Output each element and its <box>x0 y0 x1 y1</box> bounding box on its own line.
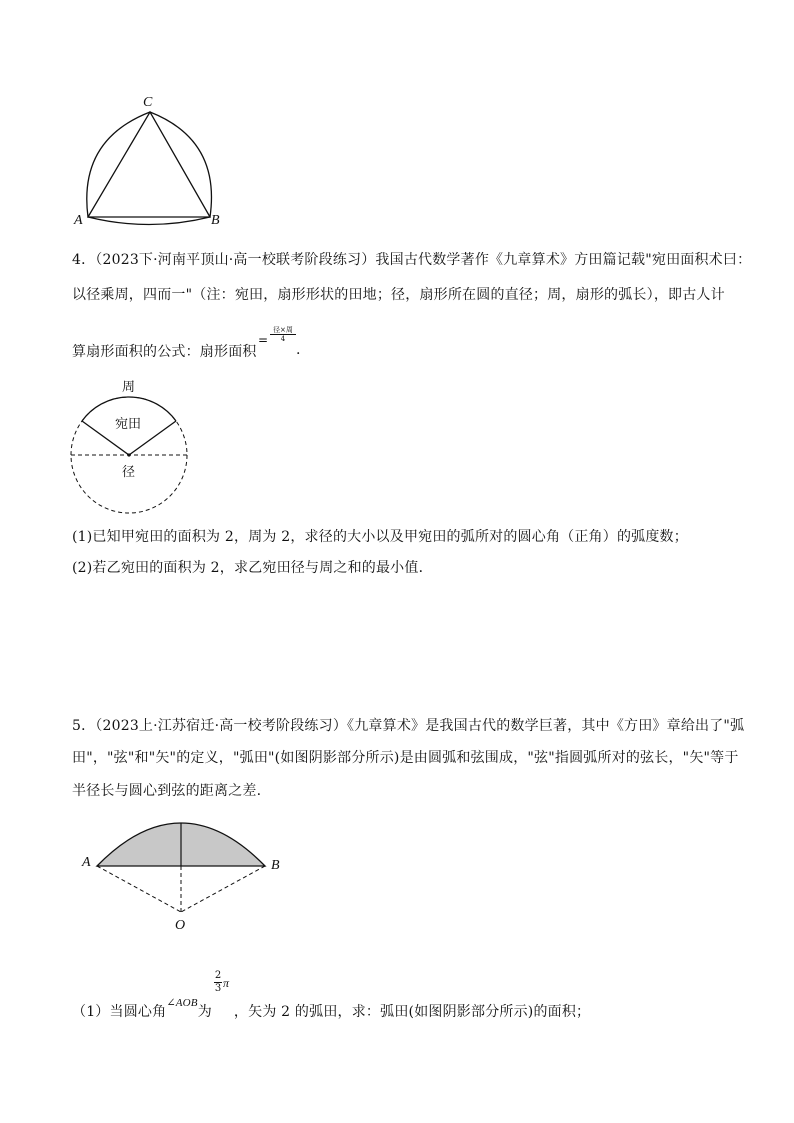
q4-sub-1: (1)已知甲宛田的面积为 2，周为 2，求径的大小以及甲宛田的弧所对的圆心角（正角）的弧度数； <box>72 529 688 545</box>
q5-sub-1-wei: 为 <box>197 1004 212 1020</box>
figure2-label-wantian: 宛田 <box>115 417 142 432</box>
figure3-label-b: B <box>271 858 280 873</box>
formula-numerator: 径×周 <box>270 326 296 335</box>
pi-symbol: π <box>223 976 230 990</box>
dashed-oa <box>97 866 181 912</box>
formula-denominator: 4 <box>280 335 286 343</box>
formula-period: . <box>296 342 301 358</box>
fraction-numerator: 2 <box>214 970 222 981</box>
angle-aob: ∠AOB <box>166 997 198 1009</box>
q4-sub-2: (2)若乙宛田的面积为 2，求乙宛田径与周之和的最小值． <box>72 560 433 576</box>
figure2-label-zhou: 周 <box>122 380 136 395</box>
figure1-label-b: B <box>211 213 220 228</box>
q5-sub-1-suffix: ，矢为 2 的弧田，求：弧田(如图阴影部分所示)的面积； <box>233 1004 591 1020</box>
formula-equals: = <box>258 333 269 347</box>
figure3-label-o: O <box>175 918 186 933</box>
dashed-ob <box>181 866 265 912</box>
q5-line-2: 田"，"弦"和"矢"的定义，"弧田"(如图阴影部分所示)是由圆弧和弦围成，"弦"指圆弧所对的弦长，"矢"等于 <box>72 750 739 766</box>
figure2-label-jing: 径 <box>122 465 136 480</box>
figure1-label-a: A <box>74 213 83 228</box>
q4-line-2: 以径乘周，四而一"（注：宛田，扇形形状的田地；径，扇形所在圆的直径；周，扇形的弧长），即古人计 <box>72 287 725 303</box>
fraction-denominator: 3 <box>214 983 222 994</box>
q5-line-1: 5．（2023上·江苏宿迁·高一校考阶段练习）《九章算术》是我国古代的数学巨著，其中《方田》章给出了"弧 <box>72 718 745 734</box>
q5-line-3: 半径长与圆心到弦的距离之差. <box>72 783 262 799</box>
q5-sub-1 <box>72 997 591 1023</box>
figure1-label-c: C <box>143 95 153 110</box>
q4-line-3-prefix: 算扇形面积的公式：扇形面积 <box>72 344 257 360</box>
figure3-label-a: A <box>82 855 91 870</box>
two-thirds-fraction <box>214 970 222 995</box>
q4-line-1: 4．（2023下·河南平顶山·高一校联考阶段练习）我国古代数学著作《九章算术》方田篇记载"宛田面积术曰： <box>72 252 752 268</box>
q5-sub-1-prefix: （1）当圆心角 <box>72 1004 167 1020</box>
